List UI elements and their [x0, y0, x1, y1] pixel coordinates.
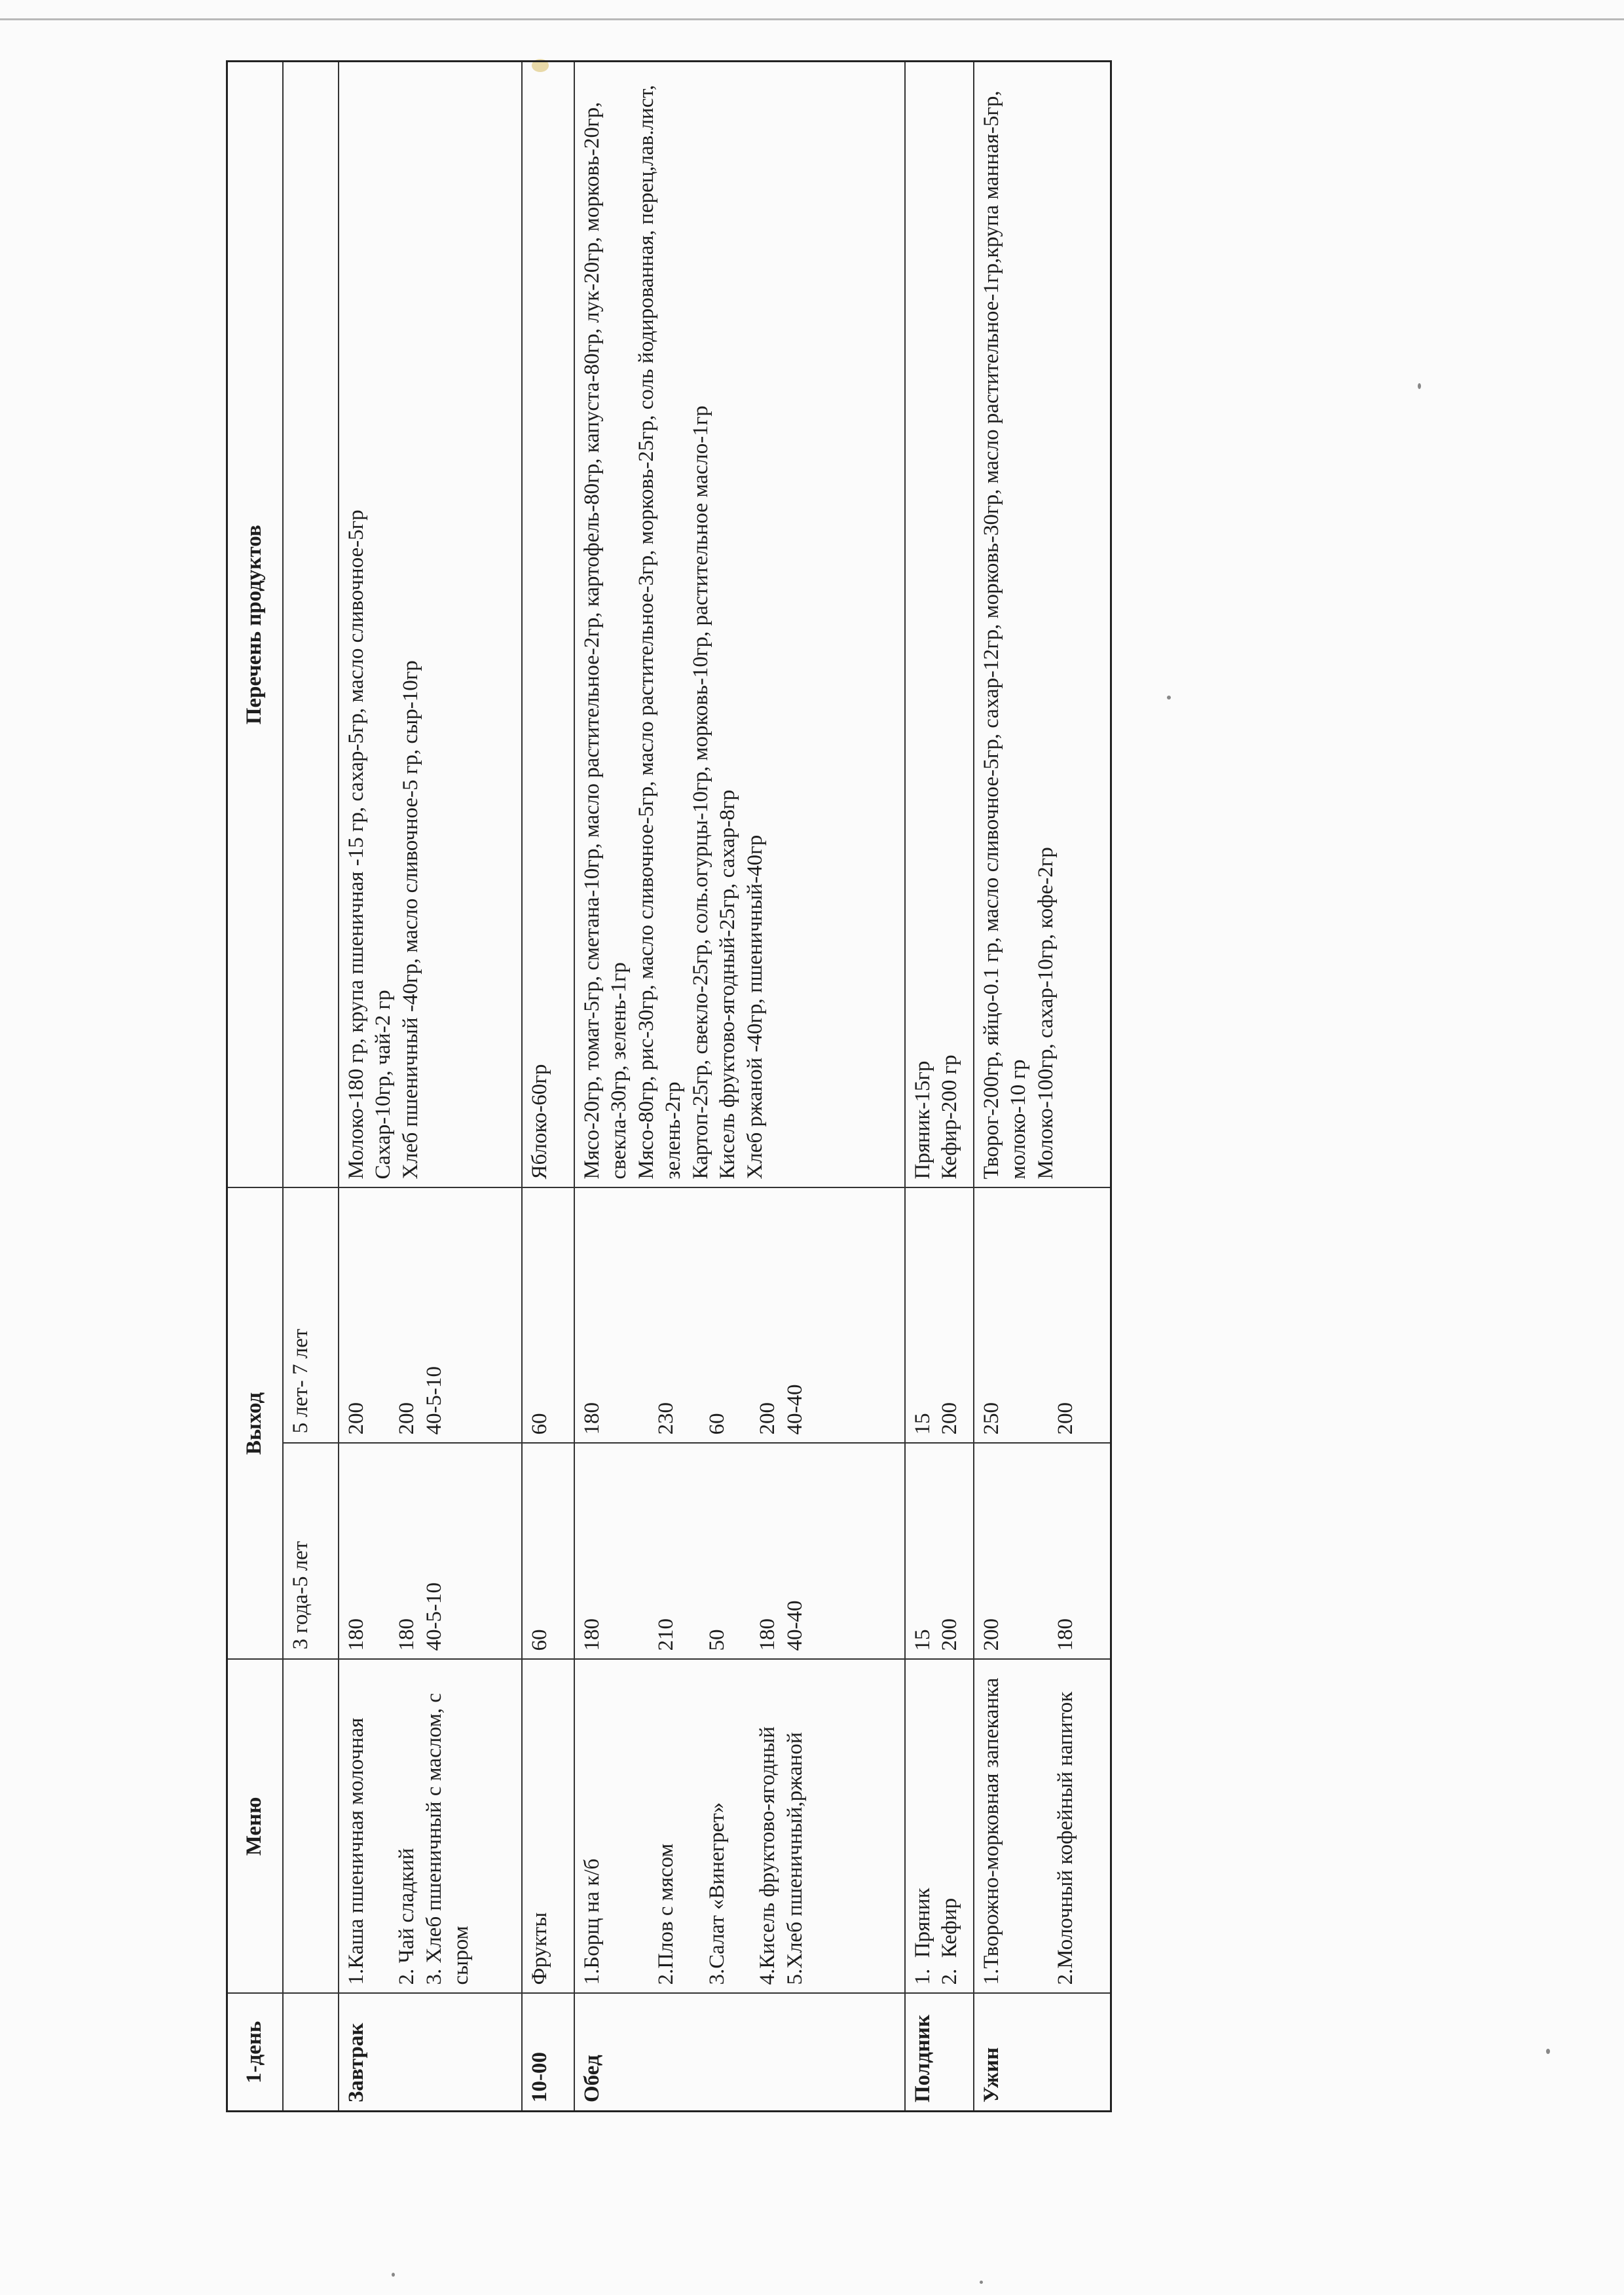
output-5-7 — [905, 1187, 974, 1443]
subheader-products-empty — [283, 61, 339, 1187]
output-value: 210 — [654, 1618, 678, 1651]
menu-gap — [1029, 1668, 1052, 1985]
product-line: Мясо-20гр, томат-5гр, сметана-10гр, масло растительное-2гр, картофель-80гр, капуста-80гр, лук-20гр, морковь-20гр, свекла-30гр, зелень-1гр — [580, 102, 631, 1180]
output-gap — [731, 1196, 754, 1434]
output-gap — [731, 1452, 754, 1651]
output-gap — [680, 1452, 704, 1651]
product-line: Пряник-15гр — [910, 1060, 934, 1180]
output-5-7 — [574, 1187, 905, 1443]
menu-item: 3.Салат «Винегрет» — [705, 1802, 729, 1985]
subheader-row — [283, 61, 339, 2111]
output-gap — [1029, 1452, 1052, 1651]
list-number: 1. — [910, 1968, 934, 1985]
output-gap — [629, 1452, 653, 1651]
output-value: 60 — [522, 1187, 574, 1443]
output-3-5 — [905, 1444, 974, 1660]
meal-row-snack — [522, 61, 574, 2111]
paper-speck — [392, 2273, 395, 2277]
output-3-5 — [574, 1444, 905, 1660]
header-output: Выход — [227, 1187, 283, 1659]
menu-gap — [629, 1668, 653, 1985]
output-value: 15 — [910, 1629, 934, 1651]
menu-gap — [1005, 1668, 1029, 1985]
output-value: 40-40 — [783, 1600, 807, 1651]
paper-speck — [1167, 696, 1171, 700]
header-row — [227, 61, 283, 2111]
menu-item — [936, 1668, 964, 1985]
output-value: 180 — [1054, 1618, 1078, 1651]
menu-item-label: Кефир — [938, 1897, 962, 1958]
menu-item-label: Пряник — [910, 1888, 934, 1958]
meal-row-dinner — [974, 61, 1111, 2111]
output-value: 230 — [654, 1402, 678, 1435]
output-value: 200 — [938, 1618, 962, 1651]
menu-item: 1.Борщ на к/б — [580, 1858, 604, 1985]
output-value: 250 — [979, 1402, 1003, 1435]
output-value: 60 — [705, 1413, 729, 1435]
output-value: 60 — [522, 1444, 574, 1660]
paper-speck — [1546, 2049, 1550, 2054]
scan-top-edge — [0, 18, 1624, 20]
output-value: 180 — [580, 1402, 604, 1435]
product-line: Творог-200гр, яйцо-0.1 гр, масло сливочное-5гр, сахар-12гр, морковь-30гр, масло растительное-1гр,крупа манная-5гр, молоко-10 гр — [979, 90, 1031, 1180]
menu-gap — [731, 1668, 754, 1985]
output-5-7 — [339, 1187, 522, 1443]
paper-speck — [980, 2281, 983, 2284]
output-gap — [1005, 1452, 1029, 1651]
header-age-3-5: 3 года-5 лет — [283, 1444, 339, 1660]
output-gap — [680, 1196, 704, 1434]
product-line: Хлеб пшеничный -40гр, масло сливочное-5 гр, сыр-10гр — [398, 660, 422, 1180]
product-list — [974, 61, 1111, 1187]
menu-items — [974, 1660, 1111, 1994]
menu-gap — [370, 1668, 394, 1985]
output-value: 180 — [395, 1618, 419, 1651]
product-line: Хлеб ржаной -40гр, пшеничный-40гр — [743, 834, 767, 1180]
header-age-5-7: 5 лет- 7 лет — [283, 1187, 339, 1443]
product-line: Молоко-180 гр, крупа пшеничная -15 гр, сахар-5гр, масло сливочное-5гр — [344, 510, 368, 1180]
subheader-menu-empty — [283, 1660, 339, 1994]
output-value: 200 — [344, 1402, 368, 1435]
menu-item: 2. Чай сладкий — [395, 1848, 419, 1985]
output-gap — [606, 1452, 629, 1651]
product-line: Молоко-100гр, сахар-10гр, кофе-2гр — [1033, 847, 1058, 1180]
product-list — [339, 61, 522, 1187]
menu-item: 1.Творожно-морковная запеканка — [979, 1677, 1003, 1985]
menu-items — [574, 1660, 905, 1994]
header-menu: Меню — [227, 1660, 283, 1994]
menu-item: 2.Молочный кофейный напиток — [1054, 1691, 1078, 1985]
output-value: 40-40 — [783, 1384, 807, 1435]
output-value: 180 — [756, 1618, 780, 1651]
list-number: 2. — [938, 1968, 962, 1985]
menu-gap — [606, 1668, 629, 1985]
menu-item — [910, 1668, 937, 1985]
product-line: Кефир-200 гр — [938, 1054, 962, 1180]
product-line: Сахар-10гр, чай-2 гр — [371, 990, 396, 1180]
output-value: 200 — [979, 1618, 1003, 1651]
paper-speck — [1418, 383, 1421, 389]
output-value: 200 — [1054, 1402, 1078, 1435]
output-5-7 — [974, 1187, 1111, 1443]
output-gap — [606, 1196, 629, 1434]
menu-item: 3. Хлеб пшеничный с маслом, с сыром — [422, 1692, 473, 1985]
meal-row-afternoon-snack — [905, 61, 974, 2111]
output-3-5 — [339, 1444, 522, 1660]
product-line: Мясо-80гр, рис-30гр, масло сливочное-5гр, масло растительное-3гр, морковь-25гр, соль йодированная, перец,лав.лист, зелень-2гр — [634, 84, 686, 1180]
meal-name: Завтрак — [339, 1994, 522, 2112]
output-value: 15 — [910, 1413, 934, 1435]
output-value: 200 — [395, 1402, 419, 1435]
menu-item: 1.Каша пшеничная молочная — [344, 1717, 368, 1985]
output-3-5 — [974, 1444, 1111, 1660]
output-gap — [1029, 1196, 1052, 1434]
menu-items — [339, 1660, 522, 1994]
output-gap — [1005, 1196, 1029, 1434]
output-value: 40-5-10 — [422, 1366, 446, 1435]
menu-item: 4.Кисель фруктово-ягодный — [756, 1726, 780, 1985]
meal-row-lunch — [574, 61, 905, 2111]
output-value: 180 — [580, 1618, 604, 1651]
output-value: 50 — [705, 1629, 729, 1651]
output-gap — [370, 1196, 394, 1434]
product-line: Яблоко-60гр — [522, 61, 574, 1187]
menu-item: Фрукты — [522, 1660, 574, 1994]
output-value: 200 — [938, 1402, 962, 1435]
product-line: Картоп-25гр, свекло-25гр, соль.огурцы-10гр, морковь-10гр, растительное масло-1гр — [688, 405, 712, 1180]
output-gap — [370, 1452, 394, 1651]
meal-name: Обед — [574, 1994, 905, 2112]
product-list — [905, 61, 974, 1187]
menu-item: 5.Хлеб пшеничный,ржаной — [783, 1732, 807, 1985]
subheader-day-empty — [283, 1994, 339, 2112]
rotated-document — [226, 62, 1110, 2112]
output-value: 40-5-10 — [422, 1582, 446, 1651]
header-products: Перечень продуктов — [227, 61, 283, 1187]
product-list — [574, 61, 905, 1187]
output-value: 200 — [756, 1402, 780, 1435]
product-line: Кисель фруктово-ягодный-25гр, сахар-8гр — [716, 789, 740, 1180]
menu-gap — [680, 1668, 704, 1985]
meal-row-breakfast — [339, 61, 522, 2111]
meal-name: 10-00 — [522, 1994, 574, 2112]
menu-item: 2.Плов с мясом — [654, 1843, 678, 1985]
meal-name: Полдник — [905, 1994, 974, 2112]
output-value: 180 — [344, 1618, 368, 1651]
meal-name: Ужин — [974, 1994, 1111, 2112]
menu-items — [905, 1660, 974, 1994]
output-gap — [629, 1196, 653, 1434]
header-day: 1-день — [227, 1994, 283, 2112]
menu-table — [226, 60, 1112, 2112]
